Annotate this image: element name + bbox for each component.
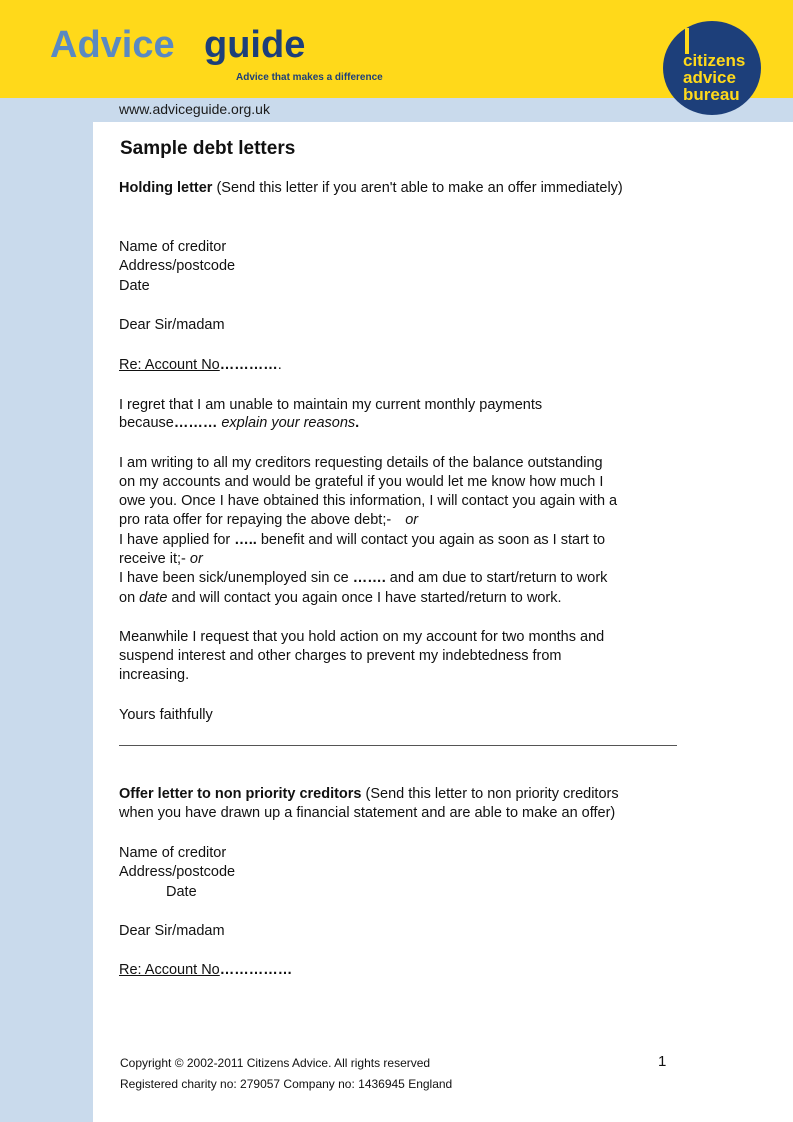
holding-p2-l3: owe you. Once I have obtained this information, I will contact you again with a (119, 493, 618, 509)
holding-p1-l1: I regret that I am unable to maintain my current monthly payments (119, 397, 543, 413)
site-url: www.adviceguide.org.uk (119, 101, 270, 117)
offer-address: Address/postcode (119, 864, 236, 880)
holding-p2-l8-date: date (139, 590, 168, 606)
holding-p2-l4-or: or (405, 512, 419, 528)
holding-date: Date (119, 278, 150, 294)
holding-re-line (119, 356, 282, 376)
offer-re-line (119, 961, 292, 981)
logo-line-3: bureau (683, 85, 740, 104)
holding-p3-l1: Meanwhile I request that you hold action on my account for two months and (119, 629, 605, 645)
holding-p2-l8-b: and will contact you again once I have started/return to work. (167, 590, 562, 606)
holding-closing: Yours faithfully (119, 707, 213, 723)
holding-salutation: Dear Sir/madam (119, 317, 225, 333)
holding-p2-l7-b: and am due to start/return to work (385, 570, 608, 586)
offer-note-l1: (Send this letter to non priority creditors (361, 786, 619, 802)
holding-heading-note: (Send this letter if you aren't able to make an offer immediately) (212, 180, 623, 196)
holding-p1-reasons: explain your reasons (217, 415, 356, 431)
holding-p1-because: because (119, 415, 174, 431)
holding-p2-l7-a: I have been sick/unemployed sin ce (119, 570, 353, 586)
section-divider (119, 745, 677, 746)
holding-p2-l8-a: on (119, 590, 140, 606)
holding-heading-line (119, 179, 623, 199)
footer-copyright: Copyright © 2002-2011 Citizens Advice. All rights reserved (120, 1056, 431, 1070)
holding-re-dots: ………… (219, 357, 278, 373)
holding-p3-l3: increasing. (119, 667, 190, 683)
brand-guide: guide (204, 24, 306, 66)
holding-p2-l6-or: or (189, 551, 203, 567)
citizens-advice-logo (662, 20, 762, 116)
holding-p2-l6-a: receive it;- (119, 551, 190, 567)
offer-creditor: Name of creditor (119, 845, 227, 861)
holding-p2-l8 (119, 589, 562, 609)
holding-p2-l7-dots: ……. (352, 570, 386, 586)
brand-advice: Advice (50, 24, 175, 66)
holding-p1-l2 (119, 414, 359, 434)
holding-p2-l5-b: benefit and will contact you again as soon as I start to (256, 532, 606, 548)
logo-line-1: citizens (683, 51, 746, 70)
page-title: Sample debt letters (120, 138, 296, 159)
offer-date: Date (166, 884, 197, 900)
holding-p2-l6 (119, 550, 203, 570)
offer-heading: Offer letter to non priority creditors (119, 786, 362, 802)
offer-note-l2: when you have drawn up a financial statement and are able to make an offer) (119, 805, 616, 821)
holding-p3-l2: suspend interest and other charges to prevent my indebtedness from (119, 648, 562, 664)
footer-registered: Registered charity no: 279057 Company no: 1436945 England (120, 1077, 453, 1091)
holding-p2-l4 (119, 511, 418, 531)
tagline: Advice that makes a difference (236, 72, 383, 83)
holding-creditor: Name of creditor (119, 239, 227, 255)
holding-p1-dots: ……… (173, 415, 218, 431)
offer-heading-line (119, 785, 619, 805)
logo-line-2: advice (683, 68, 736, 87)
holding-heading: Holding letter (119, 180, 213, 196)
holding-p2-l4-text: pro rata offer for repaying the above debt;- (119, 512, 392, 528)
side-band (0, 98, 93, 1122)
holding-re-label: Re: Account No (119, 357, 220, 373)
offer-salutation: Dear Sir/madam (119, 923, 225, 939)
holding-p2-l2: on my accounts and would be grateful if you would let me know how much I (119, 474, 604, 490)
page-number: 1 (658, 1053, 667, 1070)
holding-p2-l1: I am writing to all my creditors requesting details of the balance outstanding (119, 455, 603, 471)
holding-p2-l7 (119, 569, 607, 589)
offer-re-dots: …………… (219, 962, 293, 978)
holding-address: Address/postcode (119, 258, 236, 274)
holding-p2-l5-dots: ….. (234, 532, 257, 548)
holding-re-end: . (277, 357, 282, 373)
holding-p1-end: . (355, 415, 360, 431)
offer-re-label: Re: Account No (119, 962, 220, 978)
holding-p2-l5 (119, 531, 605, 551)
holding-p2-l5-a: I have applied for (119, 532, 235, 548)
